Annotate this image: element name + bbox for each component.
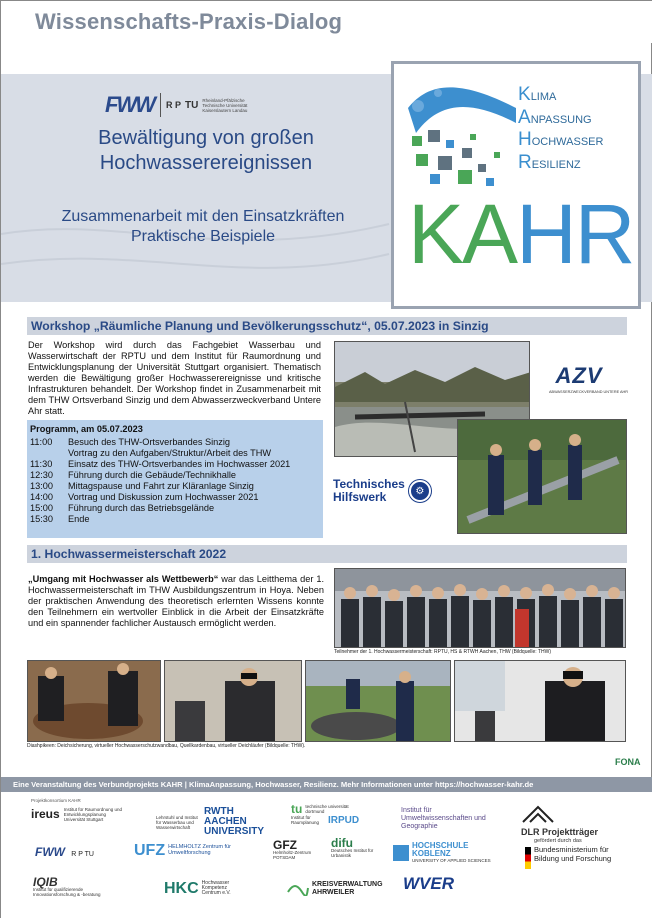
difu-logo: difu Deutsches Institut für Urbanistik xyxy=(331,836,374,858)
dlr-icon xyxy=(521,804,555,826)
azv-logo-subtitle: ABWASSERZWECKVERBAND UNTERE AHR xyxy=(549,390,628,394)
hero-left xyxy=(1,74,389,302)
program-box xyxy=(27,420,323,538)
kahr-word-hochwasser: Hochwasser xyxy=(518,129,604,150)
rptu-logo xyxy=(160,93,250,117)
kreis-wave-icon xyxy=(287,882,309,896)
kahr-wave-icon xyxy=(408,78,518,188)
iuw-logo: Institut für Umweltwissenschaften und Geographie xyxy=(401,807,486,830)
iqib-logo: IQIB Institut für qualifizierende Innovationsforschung & -beratung xyxy=(33,875,101,897)
program-row: 12:30 Führung durch die Gebäude/Technikhalle xyxy=(30,470,237,480)
azv-logo xyxy=(549,363,628,394)
thw-logo-text: Technisches Hilfswerk xyxy=(333,477,405,504)
hero-logos xyxy=(105,90,250,120)
german-flag-icon xyxy=(525,847,531,869)
strip-photo-vr-image xyxy=(165,661,302,742)
program-row: 14:00 Vortrag und Diskussion zum Hochwasser 2021 xyxy=(30,492,259,502)
kahr-logo xyxy=(391,61,641,309)
kahr-word-klima: Klima xyxy=(518,84,557,105)
strip-photo-deich-image xyxy=(28,661,161,742)
rptu-tu: TU xyxy=(184,99,199,111)
program-row: 15:30 Ende xyxy=(30,514,90,524)
strip-photo-sandbags xyxy=(305,660,451,742)
partners-label: Projektkonsortium KAHR xyxy=(31,798,81,803)
fww-logo: FWW xyxy=(105,92,154,117)
group-photo xyxy=(334,568,626,648)
footer-bar: Eine Veranstaltung des Verbundprojekts KAHR | KlimaAnpassung, Hochwasser, Resilienz. Mehr Informationen unter https://hochwasser-kahr.de xyxy=(1,777,652,792)
thw-gear-icon: ⚙ xyxy=(409,480,431,502)
wver-logo: WVER xyxy=(403,874,454,893)
group-photo-caption: Teilnehmer der 1. Hochwassermeisterschaft: RPTU, HS & RTWH Aachen, THW (Bildquelle: THW) xyxy=(334,649,552,655)
workshop-description: Der Workshop wird durch das Fachgebiet Wasserbau und Wasserwirtschaft der RPTU und dem Institut für Raumordnung und Entwicklungsplanung der Universität Stuttgart organisiert. Thematisch werden die Bewältigung großer Hochwasserereignisse und kritische Infrastrukturen behandelt. Der Workshop findet in Zusammenarbeit mit dem THW Ortsverband Sinzig und dem Abwasserzweckverband Untere Ahr statt. xyxy=(28,340,321,416)
workshop-heading xyxy=(27,317,627,335)
strip-photo-sandbags-image xyxy=(306,661,451,742)
strip-photo-deich xyxy=(27,660,161,742)
thw-logo xyxy=(333,478,431,504)
poster-title: Wissenschafts-Praxis-Dialog xyxy=(35,9,343,34)
gfz-logo: GFZ Helmholtz-Zentrum POTSDAM xyxy=(273,838,312,860)
rwth-logo: Lehrstuhl und Institut für Wasserbau und Wasserwirtschaft RWTH AACHEN UNIVERSITY xyxy=(156,806,265,837)
program-row: 11:30 Einsatz des THW-Ortsverbandes im Hochwasser 2021 xyxy=(30,459,291,469)
strip-photo-deichlaeufer-image xyxy=(455,661,626,742)
strip-photo-vr xyxy=(164,660,302,742)
hkc-logo: HKC Hochwasser Kompetenz Centrum e.V. xyxy=(164,880,231,897)
kahr-word-resilienz: Resilienz xyxy=(518,151,581,173)
dlr-logo: DLR Projektträger xyxy=(521,804,598,837)
meisterschaft-heading: 1. Hochwassermeisterschaft 2022 xyxy=(27,545,627,563)
bmbf-logo: gefördert durch das Bundesministerium für Bildung und Forschung xyxy=(525,839,620,869)
kahr-words xyxy=(518,84,603,174)
tu-dortmund-logo: tu technische universität dortmund Institut für Raumplanung IRPUD xyxy=(291,801,360,826)
program-row: Vortrag zu den Aufgaben/Struktur/Arbeit des THW xyxy=(68,448,272,458)
group-photo-image xyxy=(335,569,626,648)
program-row: 15:00 Führung durch das Betriebsgelände xyxy=(30,503,215,513)
header xyxy=(1,1,652,43)
hs-koblenz-icon xyxy=(393,845,409,861)
fona-logo: FONA xyxy=(615,757,641,767)
program-row: 11:00 Besuch des THW-Ortsverbandes Sinzig xyxy=(30,437,231,447)
ufz-logo: UFZ HELMHOLTZ Zentrum für Umweltforschung xyxy=(134,841,231,859)
kreis-ahrweiler-logo: KREISVERWALTUNG AHRWEILER xyxy=(287,881,372,897)
fww-rptu-footer-logo: FWW R P TU xyxy=(35,845,94,859)
rptu-letters: R P xyxy=(165,100,181,110)
workshop-heading-text: Workshop „Räumliche Planung und Bevölkerungsschutz“, 05.07.2023 in Sinzig xyxy=(31,319,489,333)
strip-photo-deichlaeufer xyxy=(454,660,626,742)
strip-caption: Diashpikeen: Deichsicherung, virtueller Hochwasserschutzwandbau, Quellkardenbau, virtueller Deichläufer (Bildquelle: THW). xyxy=(27,743,306,749)
meisterschaft-description: „Umgang mit Hochwasser als Wettbewerb“ war das Leitthema der 1. Hochwassermeisterschaft im THW Ausbildungszentrum in Hoya. Neben der praktischen Anwendung des theoretisch erlernten Wissens konnte den Teilnehmern ein wertvoller Einblick in die Arbeit der Einsatzkräfte und ein spannender fachlicher Austausch ermöglicht werden. xyxy=(28,574,324,628)
program-title: Programm, am 05.07.2023 xyxy=(30,424,143,434)
azv-logo-text: AZV xyxy=(555,363,603,388)
hs-koblenz-logo: HOCHSCHULE KOBLENZ UNIVERSITY OF APPLIED SCIENCES xyxy=(393,842,491,863)
rptu-subtitle: Rheinland-Pfälzische Technische Universität Kaiserslautern Landau xyxy=(202,97,248,113)
program-row: 13:00 Mittagspause und Fahrt zur Kläranlage Sinzig xyxy=(30,481,254,491)
thw-pump-image xyxy=(458,420,627,534)
ireus-logo: ireus Institut für Raumordnung und Entwicklungsplanung Universität Stuttgart xyxy=(31,807,122,822)
hero-subtitle: Zusammenarbeit mit den Einsatzkräften Praktische Beispiele xyxy=(61,208,345,245)
hero-title: Bewältigung von großen Hochwasserereignissen xyxy=(98,127,314,174)
thw-pump-photo xyxy=(457,419,627,534)
kahr-word-anpassung: Anpassung xyxy=(518,106,592,128)
kahr-wordmark: KAHR xyxy=(408,187,634,281)
